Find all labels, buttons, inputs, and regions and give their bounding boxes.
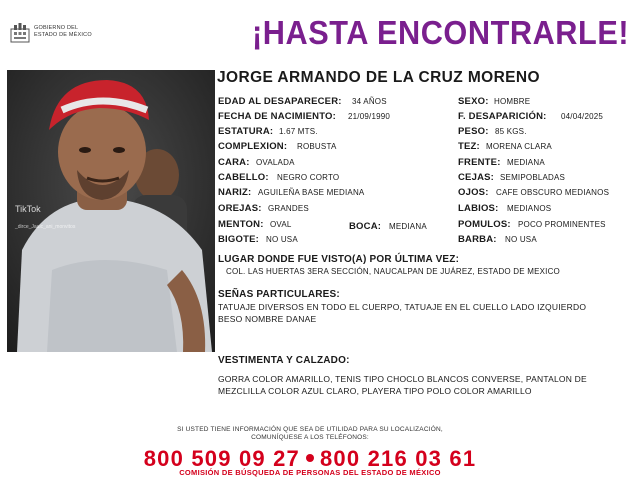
last-seen-value: COL. LAS HUERTAS 3ERA SECCIÓN, NAUCALPAN DE JUÁREZ, ESTADO DE MEXICO xyxy=(226,267,560,276)
orejas-value: GRANDES xyxy=(268,204,309,213)
tiktok-watermark: TikTok xyxy=(15,204,41,214)
frente-value: MEDIANA xyxy=(507,158,545,167)
state-crest-icon xyxy=(8,22,32,44)
edad-label: EDAD AL DESAPARECER: xyxy=(218,96,342,107)
labios-label: LABIOS: xyxy=(458,203,499,214)
page-headline: ¡HASTA ENCONTRARLE! xyxy=(252,14,630,51)
cara-label: CARA: xyxy=(218,157,250,168)
complexion-label: COMPLEXION: xyxy=(218,141,288,152)
state-government-logo xyxy=(8,22,118,44)
tez-label: TEZ: xyxy=(458,141,480,152)
pomulos-value: POCO PROMINENTES xyxy=(518,220,606,229)
missing-person-name: JORGE ARMANDO DE LA CRUZ MORENO xyxy=(217,69,540,86)
peso-value: 85 KGS. xyxy=(495,127,527,136)
ojos-value: CAFE OBSCURO MEDIANOS xyxy=(496,188,610,197)
barba-label: BARBA: xyxy=(458,234,497,245)
nacimiento-value: 21/09/1990 xyxy=(348,112,391,121)
sexo-label: SEXO: xyxy=(458,96,489,107)
edad-value: 34 AÑOS xyxy=(352,97,387,106)
clothing-line-1: GORRA COLOR AMARILLO, TENIS TIPO CHOCLO BLANCOS CONVERSE, PANTALON DE xyxy=(218,374,587,384)
phone-number-2[interactable]: 800 216 03 61 xyxy=(320,446,477,471)
menton-label: MENTON: xyxy=(218,219,264,230)
last-seen-label: LUGAR DONDE FUE VISTO(A) POR ÚLTIMA VEZ: xyxy=(218,254,460,265)
nacimiento-label: FECHA DE NACIMIENTO: xyxy=(218,111,336,122)
separator-dot-icon xyxy=(306,454,314,462)
nariz-value: AGUILEÑA BASE MEDIANA xyxy=(258,188,365,197)
contact-info-line-2: COMUNÍQUESE A LOS TELÉFONOS: xyxy=(251,434,369,441)
complexion-value: ROBUSTA xyxy=(297,142,337,151)
cejas-value: SEMIPOBLADAS xyxy=(500,173,566,182)
sexo-value: HOMBRE xyxy=(494,97,531,106)
person-photo-illustration xyxy=(7,70,215,352)
missing-person-photo xyxy=(7,70,215,352)
logo-line-2: ESTADO DE MÉXICO xyxy=(34,32,92,38)
clothing-line-2: MEZCLILLA COLOR AZUL CLARO, PLAYERA TIPO POLO COLOR AMARILLO xyxy=(218,386,532,396)
orejas-label: OREJAS: xyxy=(218,203,262,214)
marks-line-2: BESO NOMBRE DANAE xyxy=(218,314,317,324)
marks-line-1: TATUAJE DIVERSOS EN TODO EL CUERPO, TATUAJE EN EL CUELLO LADO IZQUIERDO xyxy=(218,302,587,312)
ojos-label: OJOS: xyxy=(458,187,489,198)
estatura-label: ESTATURA: xyxy=(218,126,274,137)
menton-value: OVAL xyxy=(270,220,292,229)
boca-value: MEDIANA xyxy=(389,222,427,231)
nariz-label: NARIZ: xyxy=(218,187,252,198)
marks-label: SEÑAS PARTICULARES: xyxy=(218,289,340,300)
agency-name: COMISIÓN DE BÚSQUEDA DE PERSONAS DEL ESTADO DE MÉXICO xyxy=(179,468,441,477)
tez-value: MORENA CLARA xyxy=(486,142,552,151)
frente-label: FRENTE: xyxy=(458,157,501,168)
barba-value: NO USA xyxy=(505,235,537,244)
cejas-label: CEJAS: xyxy=(458,172,495,183)
estatura-value: 1.67 MTS. xyxy=(279,127,318,136)
contact-info-line-1: SI USTED TIENE INFORMACIÓN QUE SEA DE UTILIDAD PARA SU LOCALIZACIÓN, xyxy=(177,426,443,433)
cabello-value: NEGRO CORTO xyxy=(277,173,340,182)
bigote-value: NO USA xyxy=(266,235,298,244)
peso-label: PESO: xyxy=(458,126,489,137)
logo-line-1: GOBIERNO DEL xyxy=(34,25,79,31)
pomulos-label: POMULOS: xyxy=(458,219,511,230)
phone-number-1[interactable]: 800 509 09 27 xyxy=(143,446,300,471)
boca-label: BOCA: xyxy=(349,221,382,232)
desaparicion-label: F. DESAPARICIÓN: xyxy=(458,111,547,122)
desaparicion-value: 04/04/2025 xyxy=(561,112,604,121)
clothing-label: VESTIMENTA Y CALZADO: xyxy=(218,355,350,366)
labios-value: MEDIANOS xyxy=(507,204,552,213)
tiktok-handle: _dirce_Jaaic_ani_monvitos xyxy=(15,224,76,230)
cara-value: OVALADA xyxy=(256,158,295,167)
cabello-label: CABELLO: xyxy=(218,172,269,183)
bigote-label: BIGOTE: xyxy=(218,234,259,245)
